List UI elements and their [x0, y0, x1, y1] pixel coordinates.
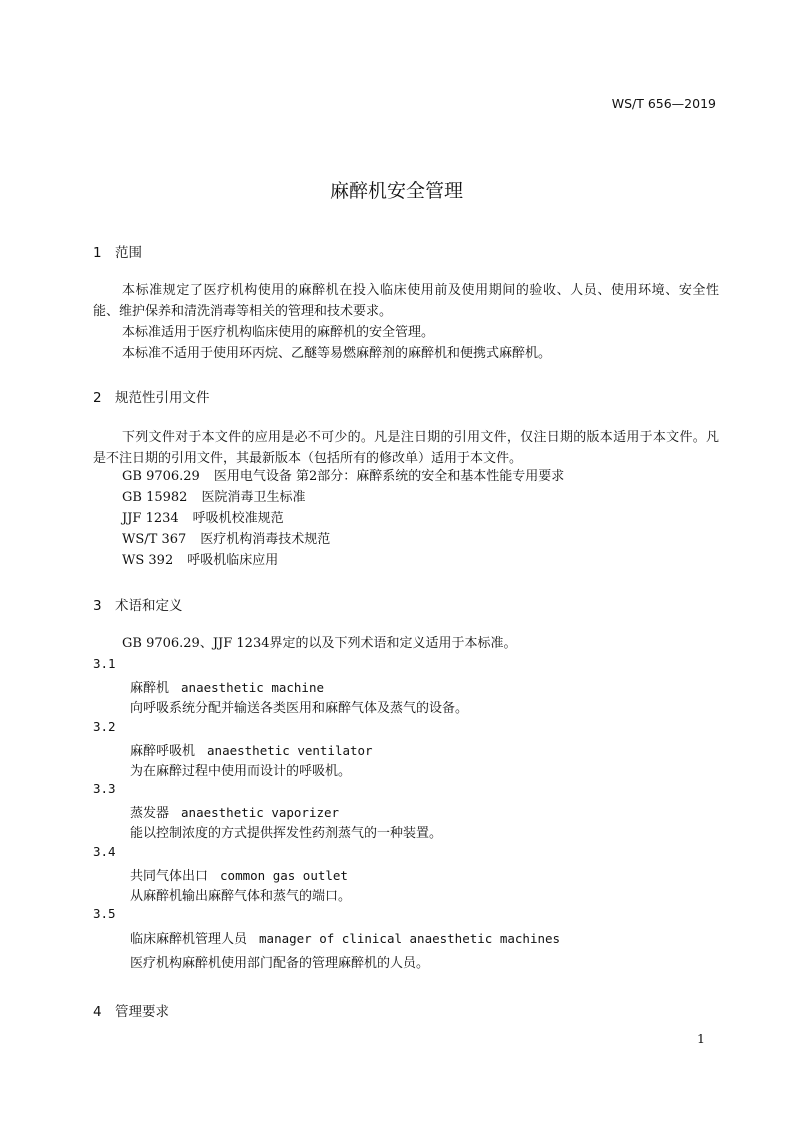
terms-intro: [93, 633, 719, 654]
reference-code: GB 15982: [122, 490, 188, 505]
scope-paragraph: 本标准不适用于使用环丙烷、乙醚等易燃麻醉剂的麻醉机和便携式麻醉机。: [122, 346, 552, 361]
term-english: anaesthetic machine: [181, 680, 325, 695]
document-number: WS/T 656—2019: [611, 96, 716, 111]
term-number: 3.5: [93, 906, 116, 921]
reference-code: WS/T 367: [122, 532, 187, 547]
term-name: [130, 865, 348, 884]
term-name: [130, 802, 339, 821]
section-number: 2: [93, 390, 102, 406]
section-heading-4: [93, 1000, 169, 1020]
term-name: [130, 928, 560, 947]
section-title: 管理要求: [115, 1004, 169, 1020]
reference-name: 医院消毒卫生标准: [201, 490, 306, 505]
reference-name: 呼吸机临床应用: [187, 553, 279, 568]
term-definition: 医疗机构麻醉机使用部门配备的管理麻醉机的人员。: [130, 956, 430, 971]
document-title: 麻醉机安全管理: [329, 180, 463, 202]
term-chinese: 共同气体出口: [130, 869, 209, 884]
term-name: [130, 740, 373, 759]
term-definition: 从麻醉机输出麻醉气体和蒸气的端口。: [130, 889, 352, 904]
reference-name: 呼吸机校准规范: [192, 511, 284, 526]
section-title: 规范性引用文件: [115, 390, 210, 406]
term-number: 3.1: [93, 656, 116, 671]
section-number: 1: [93, 245, 102, 261]
refs-intro: [93, 427, 719, 469]
reference-code: GB 9706.29: [122, 469, 200, 484]
term-chinese: 麻醉呼吸机: [130, 744, 196, 759]
reference-code: WS 392: [122, 553, 174, 568]
reference-name: 医疗机构消毒技术规范: [200, 532, 331, 547]
section-number: 3: [93, 598, 102, 614]
term-english: anaesthetic ventilator: [207, 743, 373, 758]
term-definition: 向呼吸系统分配并输送各类医用和麻醉气体及蒸气的设备。: [130, 701, 469, 716]
term-chinese: 临床麻醉机管理人员: [130, 932, 248, 947]
term-number: 3.4: [93, 844, 116, 859]
reference-code: JJF 1234: [122, 511, 179, 526]
section-title: 术语和定义: [115, 598, 183, 614]
section-heading-3: [93, 594, 183, 614]
term-english: manager of clinical anaesthetic machines: [259, 931, 561, 946]
term-english: common gas outlet: [220, 868, 348, 883]
scope-paragraph: 本标准适用于医疗机构临床使用的麻醉机的安全管理。: [122, 325, 435, 340]
reference-name: 医用电气设备 第2部分：麻醉系统的安全和基本性能专用要求: [213, 469, 565, 484]
reference-item: [122, 487, 564, 508]
terms-intro-paragraph: GB 9706.29、JJF 1234界定的以及下列术语和定义适用于本标准。: [122, 636, 517, 651]
section-heading-2: [93, 386, 210, 406]
reference-item: [122, 529, 564, 550]
scope-text: [93, 280, 719, 364]
term-name: [130, 677, 324, 696]
term-english: anaesthetic vaporizer: [181, 805, 340, 820]
term-number: 3.3: [93, 781, 116, 796]
reference-item: [122, 550, 564, 571]
page-number: 1: [697, 1031, 705, 1046]
term-definition: 为在麻醉过程中使用而设计的呼吸机。: [130, 764, 352, 779]
term-chinese: 蒸发器: [130, 806, 170, 821]
refs-intro-paragraph: 下列文件对于本文件的应用是必不可少的。凡是注日期的引用文件，仅注日期的版本适用于本文件。凡是不注日期的引用文件，其最新版本（包括所有的修改单）适用于本文件。: [93, 430, 719, 466]
section-heading-1: [93, 241, 142, 261]
term-definition: 能以控制浓度的方式提供挥发性药剂蒸气的一种装置。: [130, 826, 443, 841]
term-number: 3.2: [93, 719, 116, 734]
reference-item: [122, 508, 564, 529]
reference-item: [122, 466, 564, 487]
section-number: 4: [93, 1004, 102, 1020]
section-title: 范围: [115, 245, 142, 261]
reference-list: [122, 466, 564, 571]
scope-paragraph: 本标准规定了医疗机构使用的麻醉机在投入临床使用前及使用期间的验收、人员、使用环境、安全性能、维护保养和清洗消毒等相关的管理和技术要求。: [93, 283, 719, 319]
term-chinese: 麻醉机: [130, 681, 170, 696]
